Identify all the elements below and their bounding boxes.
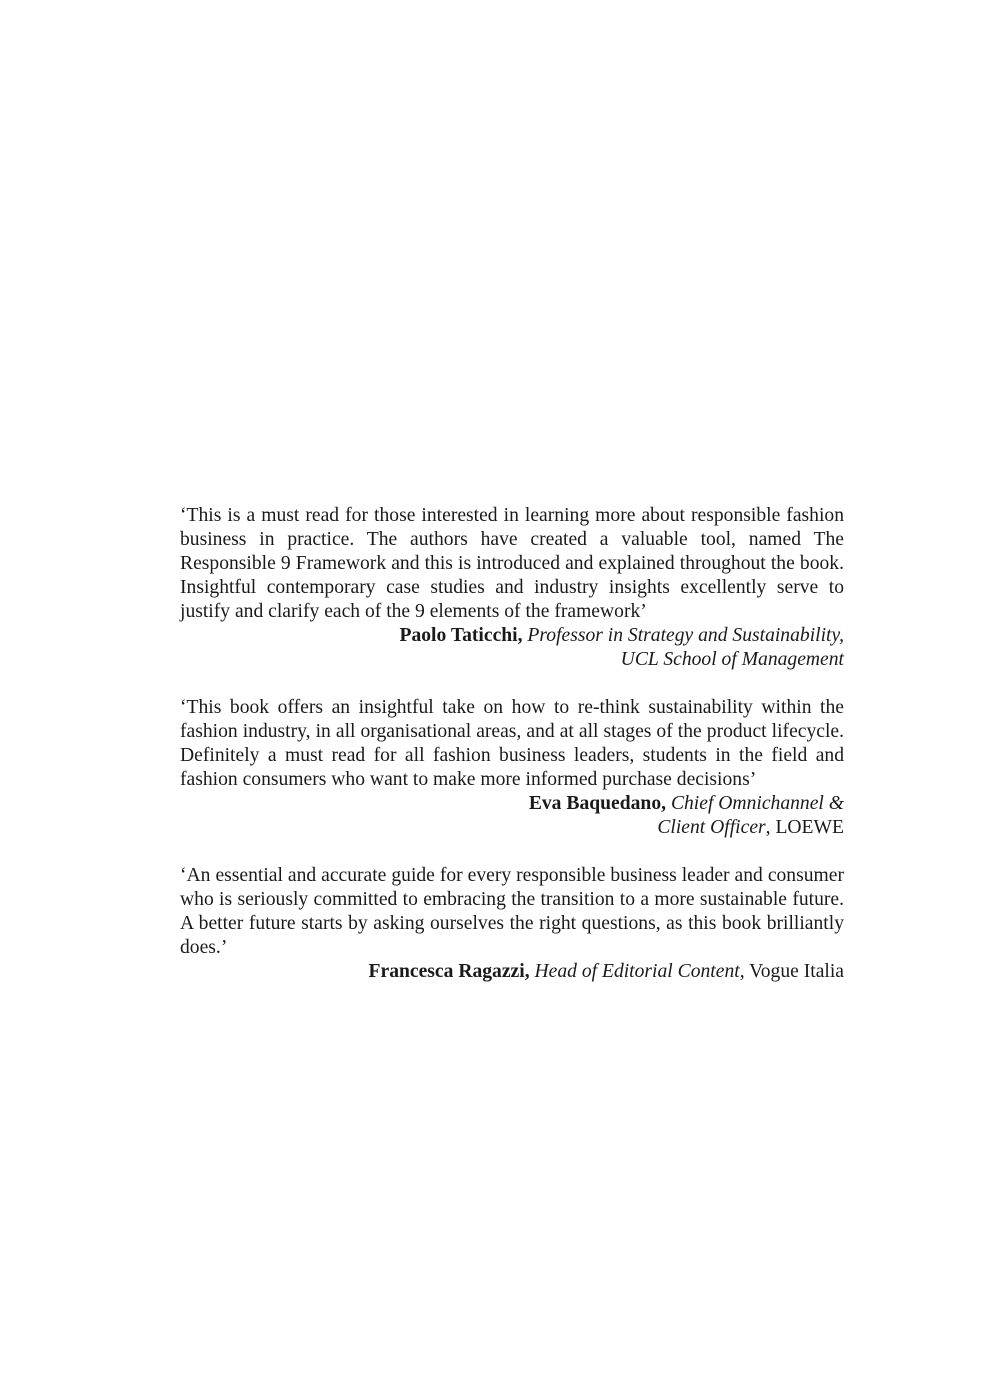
testimonial-text: ‘An essential and accurate guide for every responsible business leader and consumer who is seriously committed to embracing the transition to a more sustainable future. A better future starts by asking ourselves the right questions, as this book brilliantly does.’ — [180, 865, 844, 958]
testimonial-attribution — [180, 624, 844, 672]
testimonial-organization: , Vogue Italia — [739, 961, 844, 982]
testimonial-attribution — [180, 792, 844, 840]
testimonial-3 — [180, 864, 844, 984]
testimonial-1 — [180, 504, 844, 672]
testimonial-role-continued: Client Officer — [657, 817, 766, 838]
testimonial-affiliation: UCL School of Management — [620, 649, 844, 670]
testimonial-attribution — [180, 960, 844, 984]
testimonial-role: Chief Omnichannel & — [670, 793, 844, 814]
testimonial-role: Head of Editorial Content — [534, 961, 740, 982]
testimonial-author: Paolo Taticchi, — [399, 625, 523, 646]
testimonial-author: Francesca Ragazzi, — [368, 961, 530, 982]
testimonial-author: Eva Baquedano, — [528, 793, 667, 814]
testimonial-role: Professor in Strategy and Sustainability, — [527, 625, 844, 646]
testimonial-text: ‘This book offers an insightful take on how to re-think sustainability within the fashion industry, in all organisational areas, and at all stages of the product lifecycle. Definitely a must read for all fashion business leaders, students in the field and fashion consumers who want to make more informed purchase decisions’ — [180, 697, 844, 790]
testimonial-organization: , LOEWE — [765, 817, 844, 838]
testimonial-2 — [180, 696, 844, 840]
testimonials — [180, 504, 844, 1008]
testimonial-text: ‘This is a must read for those interested in learning more about responsible fashion business in practice. The authors have created a valuable tool, named The Responsible 9 Framework and this is introduced and explained throughout the book. Insightful contemporary case studies and industry insights excellently serve to justify and clarify each of the 9 elements of the framework’ — [180, 505, 844, 622]
